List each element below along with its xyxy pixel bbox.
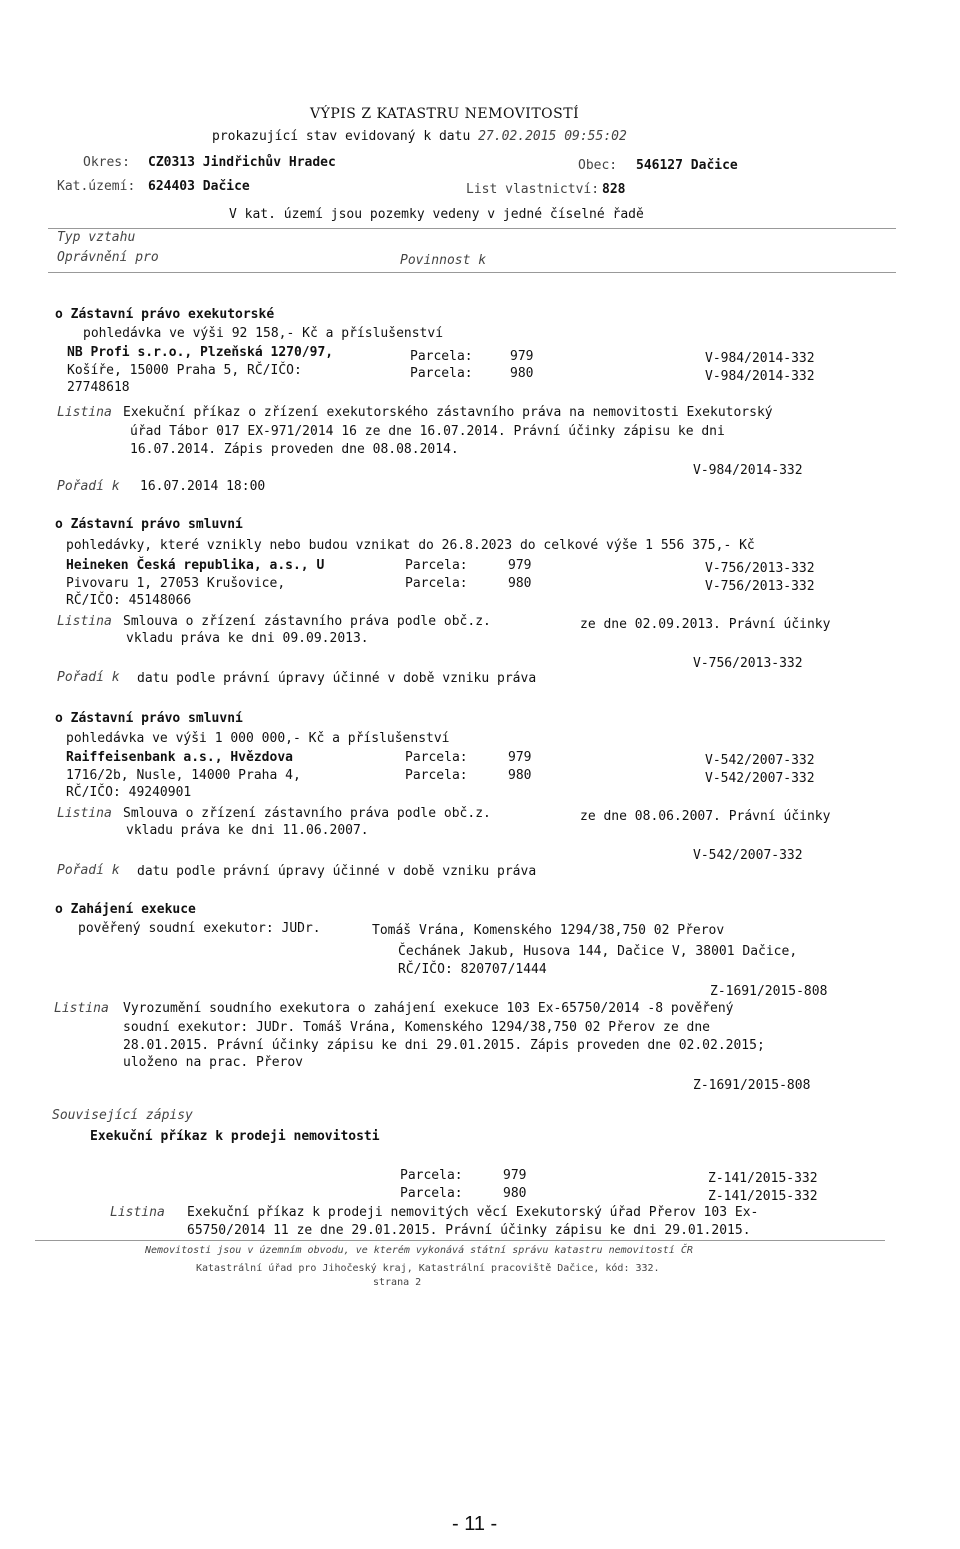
poradi-label: Pořadí k (57, 479, 120, 494)
listina-line: uloženo na prac. Přerov (123, 1055, 304, 1070)
povinny-line: Čechánek Jakub, Husova 144, Dačice V, 38001 Dačice, (398, 944, 798, 959)
footer-page-label: strana 2 (373, 1277, 422, 1288)
entry-title-text: Zahájení exekuce (70, 902, 196, 917)
parcel-label: Parcela: (400, 1186, 463, 1201)
column-opravneni-pro: Oprávnění pro (57, 250, 159, 265)
entry-subtitle: pohledávky, které vznikly nebo budou vznikat do 26.8.2023 do celkové výše 1 556 375,- Kč (66, 538, 755, 553)
parcel-label: Parcela: (410, 349, 473, 364)
listina-line: Exekuční příkaz k prodeji nemovitých věcí Exekutorský úřad Přerov 103 Ex- (187, 1205, 759, 1220)
party-line: Pivovaru 1, 27053 Krušovice, (66, 576, 286, 591)
listina-line: vkladu práva ke dni 11.06.2007. (126, 823, 369, 838)
listina-line: Exekuční příkaz o zřízení exekutorského zástavního práva na nemovitosti Exekutorský (123, 405, 773, 420)
parcel-number: 980 (503, 1186, 527, 1201)
header-divider (48, 228, 896, 229)
parcel-label: Parcela: (400, 1168, 463, 1183)
listina-line: Smlouva o zřízení zástavního práva podle obč.z. (123, 806, 491, 821)
parcel-number: 980 (508, 576, 532, 591)
listina-ref: V-984/2014-332 (693, 463, 803, 478)
parcel-number: 979 (508, 750, 532, 765)
footer-line: Nemovitosti jsou v územním obvodu, ve kterém vykonává státní správu katastru nemovitostí ČR (145, 1245, 693, 1256)
listina-ref: V-756/2013-332 (693, 656, 803, 671)
parcel-ref: V-756/2013-332 (705, 561, 815, 576)
parcel-label: Parcela: (405, 768, 468, 783)
subtitle-prefix: prokazující stav evidovaný k datu (212, 129, 471, 144)
listina-label: Listina (57, 405, 112, 420)
obec-label: Obec: (578, 158, 618, 173)
parcel-number: 980 (508, 768, 532, 783)
listina-line: 28.01.2015. Právní účinky zápisu ke dni 29.01.2015. Zápis proveden dne 02.02.2015; (123, 1038, 765, 1053)
parcel-ref: V-542/2007-332 (705, 771, 815, 786)
party-line: Košíře, 15000 Praha 5, RČ/IČO: (67, 363, 302, 378)
party-line: Raiffeisenbank a.s., Hvězdova (66, 750, 293, 765)
party-line: 27748618 (67, 380, 130, 395)
parcel-ref: Z-141/2015-332 (708, 1171, 818, 1186)
document-title: VÝPIS Z KATASTRU NEMOVITOSTÍ (310, 106, 580, 122)
parcel-label: Parcela: (410, 366, 473, 381)
listina-label: Listina (57, 614, 112, 629)
okres-label: Okres: (83, 155, 130, 170)
exekutor-line: pověřený soudní exekutor: JUDr. (78, 921, 321, 936)
party-line: RČ/IČO: 49240901 (66, 785, 192, 800)
okres-value: CZ0313 Jindřichův Hradec (148, 155, 336, 170)
parcel-label: Parcela: (405, 558, 468, 573)
entry-title (55, 901, 196, 918)
party-line: RČ/IČO: 45148066 (66, 593, 192, 608)
entry-title-text: Zástavní právo smluvní (70, 711, 243, 726)
listina-line: vkladu práva ke dni 09.09.2013. (126, 631, 369, 646)
entry-title (55, 306, 274, 323)
listina-line: 16.07.2014. Zápis proveden dne 08.08.2014. (130, 442, 459, 457)
parcel-ref: V-984/2014-332 (705, 369, 815, 384)
entry-title-text: Zástavní právo exekutorské (70, 307, 275, 322)
subtitle (212, 128, 627, 145)
souvisejici-title: Exekuční příkaz k prodeji nemovitosti (90, 1129, 380, 1144)
parcel-ref: Z-141/2015-332 (708, 1189, 818, 1204)
poradi-label: Pořadí k (57, 863, 120, 878)
katuzemi-label: Kat.území: (57, 179, 136, 194)
column-povinnost-k: Povinnost k (400, 253, 487, 268)
souvisejici-label: Související zápisy (52, 1108, 193, 1123)
bullet: o (55, 902, 63, 917)
entry-ref: Z-1691/2015-808 (710, 984, 828, 999)
parcel-label: Parcela: (405, 576, 468, 591)
parcel-ref: V-542/2007-332 (705, 753, 815, 768)
parcel-number: 979 (503, 1168, 527, 1183)
poradi-value: datu podle právní úpravy účinné v době vzniku práva (137, 864, 537, 879)
poradi-label: Pořadí k (57, 670, 120, 685)
party-line: 1716/2b, Nusle, 14000 Praha 4, (66, 768, 301, 783)
listina-line: soudní exekutor: JUDr. Tomáš Vrána, Komenského 1294/38,750 02 Přerov ze dne (123, 1020, 710, 1035)
bullet: o (55, 711, 63, 726)
listina-ref: V-542/2007-332 (693, 848, 803, 863)
parcel-ref: V-984/2014-332 (705, 351, 815, 366)
listina-line: ze dne 02.09.2013. Právní účinky (580, 617, 831, 632)
poradi-value: datu podle právní úpravy účinné v době vzniku práva (137, 671, 537, 686)
listina-line: úřad Tábor 017 EX-971/2014 16 ze dne 16.07.2014. Právní účinky zápisu ke dni (130, 424, 725, 439)
party-line: NB Profi s.r.o., Plzeňská 1270/97, (67, 345, 334, 360)
lv-value: 828 (602, 182, 626, 197)
entry-title (55, 516, 243, 533)
parcel-number: 980 (510, 366, 534, 381)
listina-ref: Z-1691/2015-808 (693, 1078, 811, 1093)
subtitle-date: 27.02.2015 09:55:02 (478, 129, 627, 144)
listina-line: 65750/2014 11 ze dne 29.01.2015. Právní účinky zápisu ke dni 29.01.2015. (187, 1223, 751, 1238)
listina-label: Listina (54, 1001, 109, 1016)
listina-line: Smlouva o zřízení zástavního práva podle obč.z. (123, 614, 491, 629)
column-typ-vztahu: Typ vztahu (57, 230, 136, 245)
obec-value: 546127 Dačice (636, 158, 738, 173)
lv-label: List vlastnictví: (466, 182, 600, 197)
listina-label: Listina (110, 1205, 165, 1220)
povinny-line: RČ/IČO: 820707/1444 (398, 962, 547, 977)
columns-divider (48, 272, 896, 273)
footer-divider (35, 1240, 885, 1241)
bullet: o (55, 307, 63, 322)
poradi-value: 16.07.2014 18:00 (140, 479, 266, 494)
listina-line: ze dne 08.06.2007. Právní účinky (580, 809, 831, 824)
footer-line: Katastrální úřad pro Jihočeský kraj, Katastrální pracoviště Dačice, kód: 332. (196, 1263, 660, 1274)
parcel-ref: V-756/2013-332 (705, 579, 815, 594)
parcel-number: 979 (510, 349, 534, 364)
entry-subtitle: pohledávka ve výši 92 158,- Kč a příslušenství (83, 326, 444, 341)
entry-subtitle: pohledávka ve výši 1 000 000,- Kč a příslušenství (66, 731, 450, 746)
katuzemi-note: V kat. území jsou pozemky vedeny v jedné číselné řadě (229, 207, 644, 222)
listina-line: Vyrozumění soudního exekutora o zahájení exekuce 103 Ex-65750/2014 -8 pověřený (123, 1001, 734, 1016)
katuzemi-value: 624403 Dačice (148, 179, 250, 194)
bullet: o (55, 517, 63, 532)
page-number: - 11 - (452, 1513, 498, 1535)
exekutor-line: Tomáš Vrána, Komenského 1294/38,750 02 Přerov (372, 923, 725, 938)
entry-title-text: Zástavní právo smluvní (70, 517, 243, 532)
party-line: Heineken Česká republika, a.s., U (66, 558, 325, 573)
listina-label: Listina (57, 806, 112, 821)
parcel-label: Parcela: (405, 750, 468, 765)
parcel-number: 979 (508, 558, 532, 573)
entry-title (55, 710, 243, 727)
